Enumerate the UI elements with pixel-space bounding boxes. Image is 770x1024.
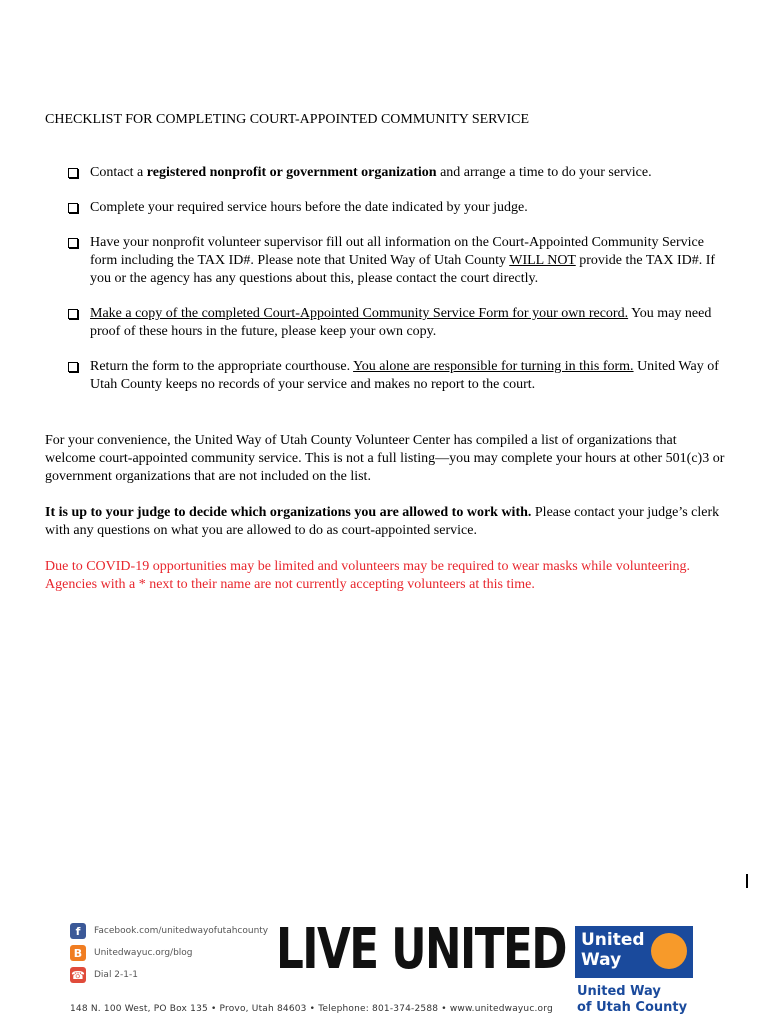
item-underline: Make a copy of the completed Court-Appointed Community Service Form for your own record. xyxy=(90,306,629,321)
phone-icon: ☎ xyxy=(71,968,85,982)
caption-line1: United Way xyxy=(577,984,661,999)
item-text: Return the form to the appropriate courthouse. xyxy=(90,359,354,374)
footer-address: 148 N. 100 West, PO Box 135 • Provo, Utah 84603 • Telephone: 801-374-2588 • www.unitedwayuc.org xyxy=(70,1004,553,1014)
item-text: Complete your required service hours before the date indicated by your judge. xyxy=(90,200,528,215)
checklist xyxy=(68,164,728,411)
checklist-item xyxy=(68,164,728,182)
facebook-link[interactable] xyxy=(70,920,268,942)
logo-hand-icon xyxy=(651,933,687,969)
checkbox-icon[interactable] xyxy=(68,168,78,178)
edge-mark xyxy=(746,874,748,888)
item-underline: You alone are responsible for turning in this form. xyxy=(353,359,634,374)
checklist-item xyxy=(68,305,728,341)
item-bold: registered nonprofit or government organization xyxy=(146,165,437,180)
item-text-end: United Way of Utah County keeps no records of your service and makes no report to the court. xyxy=(90,359,719,392)
live-united-slogan: LIVE UNITED xyxy=(276,917,566,982)
judge-bold: It is up to your judge to decide which organizations you are allowed to work with. xyxy=(45,505,532,520)
item-text-end: and arrange a time to do your service. xyxy=(436,165,652,180)
blog-text: Unitedwayuc.org/blog xyxy=(94,948,193,958)
dial-link[interactable] xyxy=(70,964,268,986)
caption-line2: of Utah County xyxy=(577,1000,688,1015)
checkbox-icon[interactable] xyxy=(68,309,78,319)
logo-line2: Way xyxy=(581,950,622,970)
footer-links xyxy=(70,920,268,986)
facebook-icon: f xyxy=(70,923,86,939)
page-title: CHECKLIST FOR COMPLETING COURT-APPOINTED COMMUNITY SERVICE xyxy=(45,112,530,127)
dial-text: Dial 2-1-1 xyxy=(94,970,138,980)
checklist-item xyxy=(68,358,728,394)
item-text-end: provide the TAX ID#. If you or the agency has any questions about this, please contact the court directly. xyxy=(90,253,716,286)
item-text-end: You may need proof of these hours in the future, please keep your own copy. xyxy=(90,306,712,339)
judge-rest: Please contact your judge’s clerk with any questions on what you are allowed to do as court-appointed service. xyxy=(45,505,720,538)
convenience-paragraph: For your convenience, the United Way of Utah County Volunteer Center has compiled a list of organizations that welcome court-appointed community service. This is not a full listing—you may complete your hours at other 501(c)3 or government organizations that are not included on the list. xyxy=(45,433,725,484)
item-underline: WILL NOT xyxy=(509,253,576,268)
item-text: Have your nonprofit volunteer supervisor fill out all information on the Court-Appointed Community Service form including the TAX ID#. Please note that United Way of Utah County xyxy=(90,235,704,268)
logo-caption xyxy=(577,984,687,1016)
logo-text xyxy=(581,930,645,970)
united-way-logo xyxy=(575,926,693,978)
checkbox-icon[interactable] xyxy=(68,238,78,248)
judge-paragraph xyxy=(45,504,725,540)
blog-icon: B xyxy=(70,945,86,961)
checkbox-icon[interactable] xyxy=(68,203,78,213)
facebook-text: Facebook.com/unitedwayofutahcounty xyxy=(94,926,269,936)
checklist-item xyxy=(68,234,728,288)
checklist-item xyxy=(68,199,728,217)
checkbox-icon[interactable] xyxy=(68,362,78,372)
item-text: Contact a xyxy=(90,165,147,180)
covid-notice: Due to COVID-19 opportunities may be limited and volunteers may be required to wear masks while volunteering. Agencies with a * next to their name are not currently accepting volunteers at this time. xyxy=(45,559,691,592)
logo-line1: United xyxy=(581,930,645,950)
blog-link[interactable] xyxy=(70,942,268,964)
